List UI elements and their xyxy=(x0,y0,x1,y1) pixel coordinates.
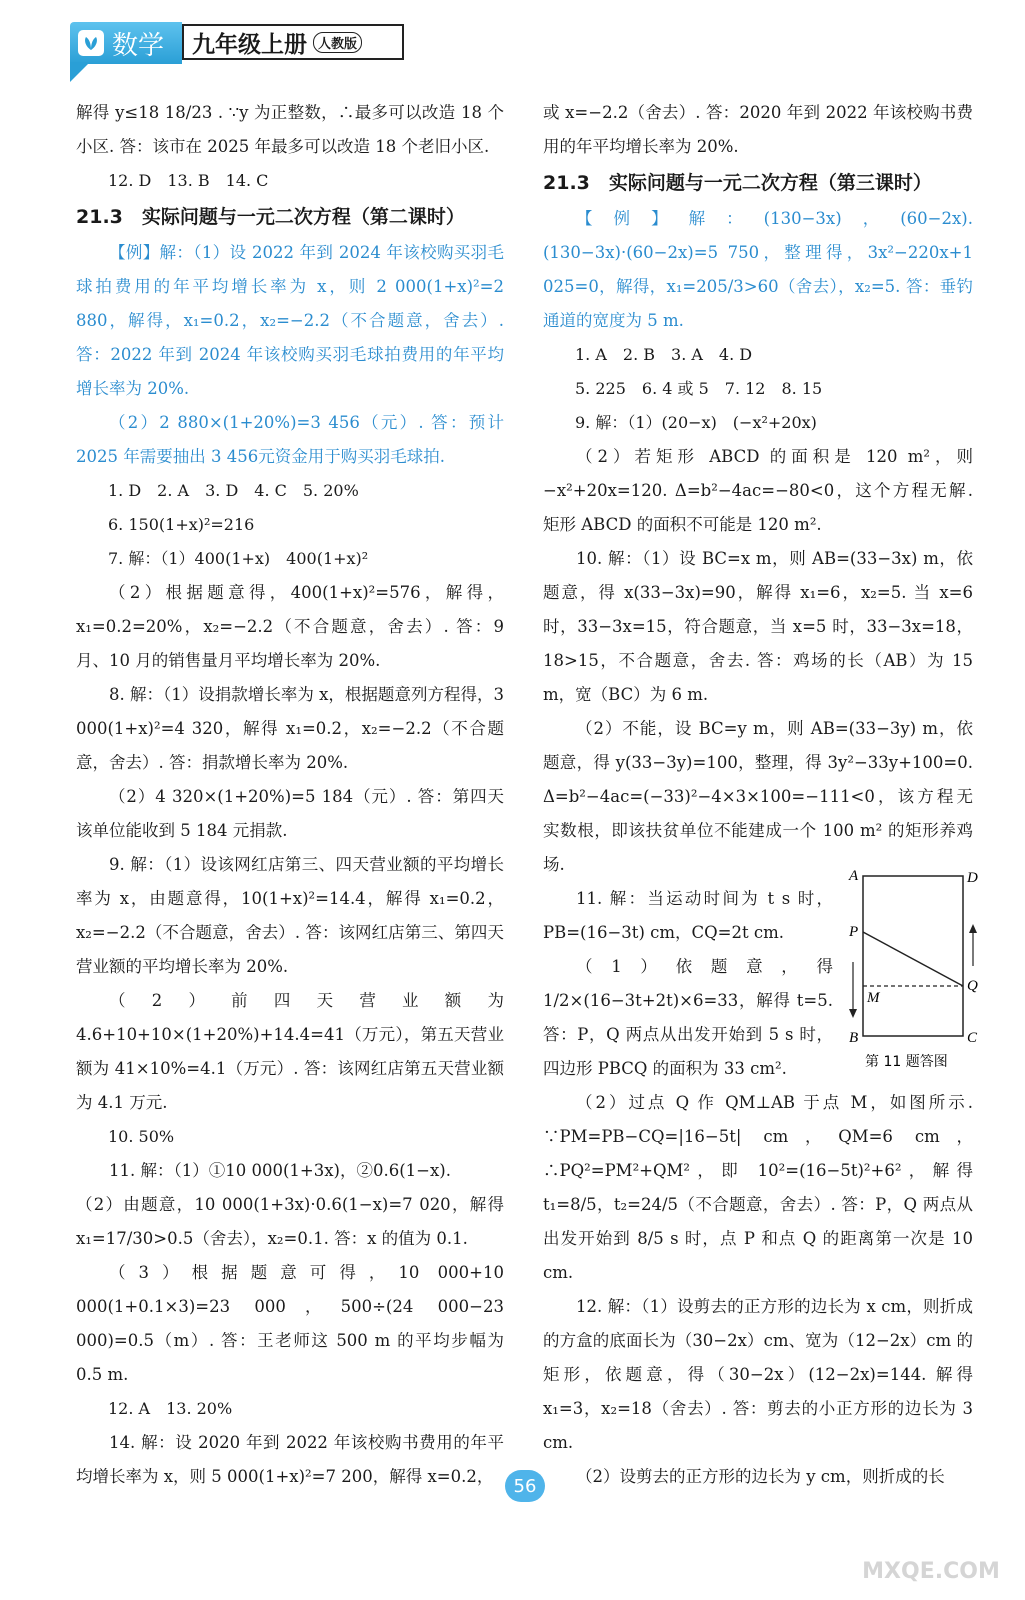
grade-box xyxy=(182,24,404,60)
rectangle-abcd xyxy=(863,876,963,1036)
example-block: （2）2 880×(1+20%)=3 456（元）. 答：预计 2025 年需要抽出 3 456元资金用于购买羽毛球拍. xyxy=(76,413,504,466)
text-block: 11. 解：当运动时间为 t s 时，PB=(16−3t) cm，CQ=2t cm. xyxy=(543,889,833,942)
segment-pq xyxy=(863,932,963,986)
problem-11-diagram xyxy=(843,866,983,1076)
text-block: 11. 解：（1）①10 000(1+3x)，②0.6(1−x). xyxy=(109,1161,451,1180)
answer-line: 5. 225 6. 4 或 5 7. 12 8. 15 xyxy=(575,379,823,398)
grade-label: 九年级上册 xyxy=(192,31,307,58)
subject-label: 数学 xyxy=(112,30,165,61)
text-block: （2）若矩形 ABCD 的面积是 120 m²，则 −x²+20x=120. Δ=b²−4ac=−80<0，这个方程无解. 矩形 ABCD 的面积不可能是 120 m². xyxy=(543,447,973,534)
leaf-icon xyxy=(78,30,104,56)
watermark-logo xyxy=(861,1508,1001,1588)
text-block: （2）前四天营业额为 4.6+10+10×(1+20%)+14.4=41（万元），第五天营业额为 41×10%=4.1（万元）. 答：该网红店第五天营业额为 4.1 万元. xyxy=(76,991,504,1112)
example-block: 【例】解：(130−3x)，(60−2x). (130−3x)·(60−2x)=5 750，整理得，3x²−220x+1 025=0，解得，x₁=205/3>60（舍去），x₂=5. 答：垂钓通道的宽度为 5 m. xyxy=(543,209,973,330)
answer-line: 12. A 13. 20% xyxy=(108,1399,233,1418)
header-corner xyxy=(70,62,90,82)
answer-line: 12. D 13. B 14. C xyxy=(108,171,269,190)
section-heading: 21.3 实际问题与一元二次方程（第三课时） xyxy=(543,172,932,194)
text-block: （1）依题意，得 1/2×(16−3t+2t)×6=33，解得 t=5. 答：P，Q 两点从出发开始到 5 s 时，四边形 PBCQ 的面积为 33 cm². xyxy=(543,957,833,1078)
text-block: （2）不能，设 BC=y m，则 AB=(33−3y) m，依题意，得 y(33−3y)=100，整理，得 3y²−33y+100=0. Δ=b²−4ac=(−33)²−4×3×100=−111<0，该方程无实数根，即该扶贫单位不能建成一个 100 m² 的矩形养鸡场. xyxy=(543,719,973,874)
answer-line: 10. 50% xyxy=(108,1127,175,1146)
answer-line: 1. D 2. A 3. D 4. C 5. 20% xyxy=(108,481,359,500)
page-header xyxy=(70,22,410,64)
text-block: 10. 解：（1）设 BC=x m，则 AB=(33−3x) m，依题意，得 x(33−3x)=90，解得 x₁=6，x₂=5. 当 x=6 时，33−3x=15，符合题意，当 x=5 时，33−3x=18，18>15，不合题意，舍去. 答：鸡场的长（AB）为 15 m，宽（BC）为 6 m. xyxy=(543,549,973,704)
diagram-caption: 第 11 题答图 xyxy=(865,1054,948,1070)
text-block: （2）由题意，10 000(1+3x)·0.6(1−x)=7 020，解得 x₁=17/30>0.5（舍去），x₂=0.1. 答：x 的值为 0.1. xyxy=(76,1195,504,1248)
label-a: A xyxy=(849,868,859,884)
right-column xyxy=(543,96,973,1494)
answer-line: 9. 解：（1）(20−x) (−x²+20x) xyxy=(575,413,817,432)
text-block: （2）设剪去的正方形的边长为 y cm，则折成的长 xyxy=(576,1467,945,1486)
edition-badge: 人教版 xyxy=(313,32,362,53)
text-block: （2）根据题意得，400(1+x)²=576，解得，x₁=0.2=20%，x₂=−2.2（不合题意，舍去）. 答：9 月、10 月的销售量月平均增长率为 20%. xyxy=(76,583,504,670)
label-d: D xyxy=(967,870,978,886)
text-block: （3）根据题意可得，10 000+10 000(1+0.1×3)=23 000，500÷(24 000−23 000)=0.5（m）. 答：王老师这 500 m 的平均步幅为 0.5 m. xyxy=(76,1263,504,1384)
watermark-text: MXQE.COM xyxy=(862,1559,1000,1584)
page-number: 56 xyxy=(505,1470,545,1502)
label-b: B xyxy=(849,1030,859,1046)
text-block: 或 x=−2.2（舍去）. 答：2020 年到 2022 年该校购书费用的年平均增长率为 20%. xyxy=(543,103,973,156)
label-c: C xyxy=(967,1030,978,1046)
text-block: 9. 解：（1）设该网红店第三、四天营业额的平均增长率为 x，由题意得，10(1+x)²=14.4，解得 x₁=0.2，x₂=−2.2（不合题意，舍去）. 答：该网红店第三、第四天营业额的平均增长率为 20%. xyxy=(76,855,504,976)
section-heading: 21.3 实际问题与一元二次方程（第二课时） xyxy=(76,206,465,228)
label-q: Q xyxy=(967,978,978,994)
text-block: 12. 解：（1）设剪去的正方形的边长为 x cm，则折成的方盒的底面长为（30−2x）cm、宽为（12−2x）cm 的矩形，依题意，得（30−2x）(12−2x)=144. 解得 x₁=3，x₂=18（舍去）. 答：剪去的小正方形的边长为 3 cm. xyxy=(543,1297,973,1452)
text-block: 解得 y≤18 18/23 . ∵y 为正整数，∴最多可以改造 18 个小区. 答：该市在 2025 年最多可以改造 18 个老旧小区. xyxy=(76,103,504,156)
left-column xyxy=(76,96,504,1494)
text-block: 14. 解：设 2020 年到 2022 年该校购书费用的年平均增长率为 x，则 5 000(1+x)²=7 200，解得 x=0.2， xyxy=(76,1433,504,1486)
answer-line: 6. 150(1+x)²=216 xyxy=(108,515,255,534)
text-block: （2）过点 Q 作 QM⊥AB 于点 M，如图所示. ∵PM=PB−CQ=|16−5t| cm，QM=6 cm，∴PQ²=PM²+QM²，即 10²=(16−5t)²+6²，解得 t₁=8/5，t₂=24/5（不合题意，舍去）. 答：P，Q 两点从出发开始到 8/5 s 时，点 P 和点 Q 的距离第一次是 10 cm. xyxy=(543,1093,973,1282)
label-p: P xyxy=(849,924,859,940)
answer-line: 7. 解：（1）400(1+x) 400(1+x)² xyxy=(108,549,369,568)
down-arrowhead-icon xyxy=(849,1009,857,1018)
answer-line: 1. A 2. B 3. A 4. D xyxy=(575,345,753,364)
subject-tab xyxy=(70,22,182,64)
up-arrowhead-icon xyxy=(969,924,977,933)
text-block: 8. 解：（1）设捐款增长率为 x，根据题意列方程得，3 000(1+x)²=4 320，解得 x₁=0.2，x₂=−2.2（不合题意，舍去）. 答：捐款增长率为 20%. xyxy=(76,685,504,772)
text-block: （2）4 320×(1+20%)=5 184（元）. 答：第四天该单位能收到 5 184 元捐款. xyxy=(76,787,504,840)
label-m: M xyxy=(867,990,880,1006)
example-block: 【例】解：（1）设 2022 年到 2024 年该校购买羽毛球拍费用的年平均增长率为 x，则 2 000(1+x)²=2 880，解得，x₁=0.2，x₂=−2.2（不合题意，舍去）. 答：2022 年到 2024 年该校购买羽毛球拍费用的年平均增长率为 20%. xyxy=(76,243,504,398)
